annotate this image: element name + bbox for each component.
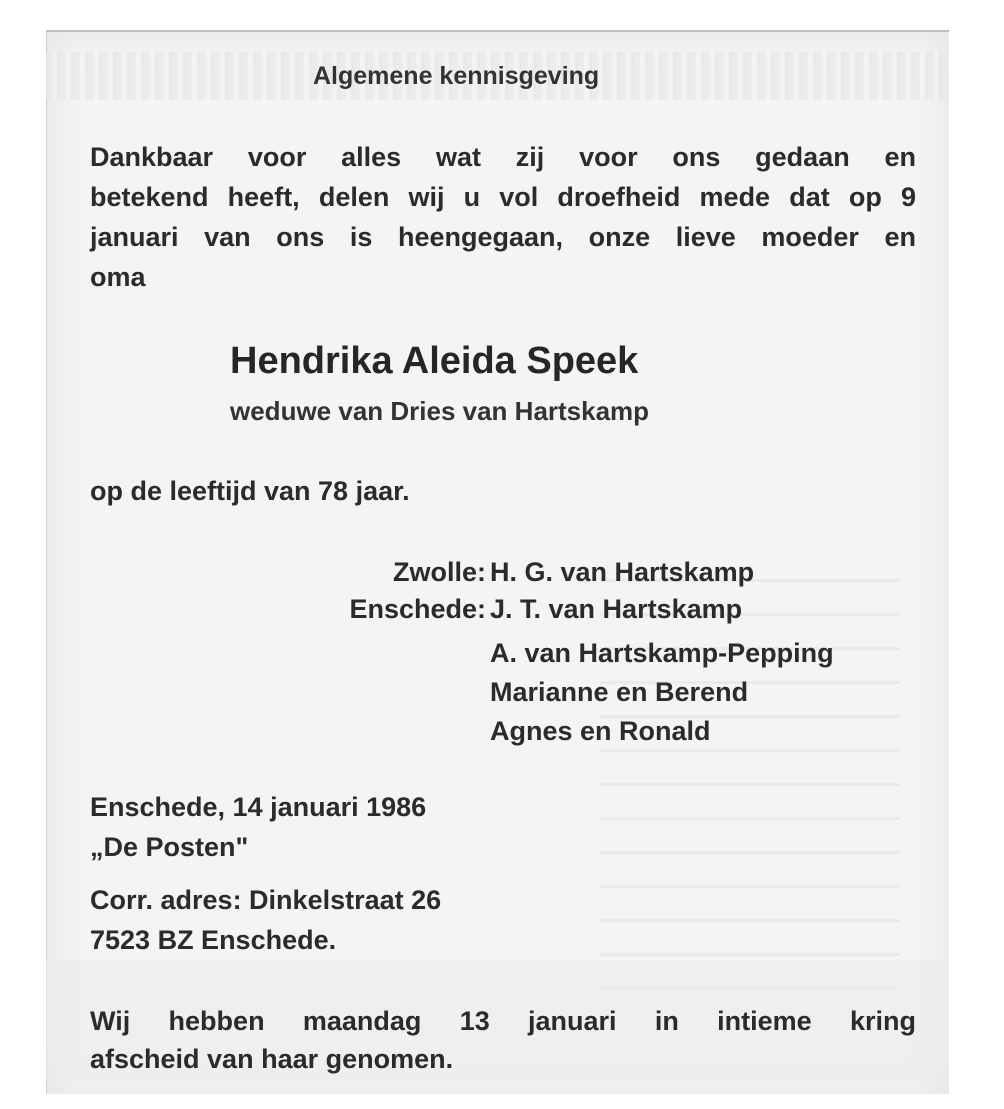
family-member: J. T. van Hartskamp	[490, 594, 743, 624]
family-place-enschede: Enschede:	[349, 594, 486, 624]
family-place-zwolle: Zwolle:	[393, 557, 486, 587]
deceased-name: Hendrika Aleida Speek	[230, 340, 639, 382]
family-member: Marianne en Berend	[490, 677, 749, 707]
closing-line-2: afscheid van haar genomen.	[90, 1044, 454, 1074]
intro-line-1: Dankbaar voor alles wat zij voor ons gedaan en	[90, 142, 916, 172]
age-line: op de leeftijd van 78 jaar.	[90, 476, 410, 506]
intro-line-4: oma	[90, 262, 146, 292]
family-member: H. G. van Hartskamp	[490, 557, 755, 587]
postal-code-city: 7523 BZ Enschede.	[90, 925, 337, 955]
print-bleed-through	[600, 560, 900, 990]
family-member: Agnes en Ronald	[490, 716, 711, 746]
correspondence-address: Corr. adres: Dinkelstraat 26	[90, 885, 442, 915]
family-member: A. van Hartskamp-Pepping	[490, 638, 834, 668]
intro-line-2: betekend heeft, delen wij u vol droefheid mede dat op 9	[90, 182, 916, 212]
residence-name: „De Posten"	[90, 832, 249, 862]
notice-heading: Algemene kennisgeving	[313, 62, 600, 90]
deceased-subtitle: weduwe van Dries van Hartskamp	[230, 396, 650, 426]
place-date: Enschede, 14 januari 1986	[90, 792, 427, 822]
intro-line-3: januari van ons is heengegaan, onze lieve moeder en	[90, 222, 916, 252]
closing-line-1: Wij hebben maandag 13 januari in intieme kring	[90, 1006, 916, 1036]
